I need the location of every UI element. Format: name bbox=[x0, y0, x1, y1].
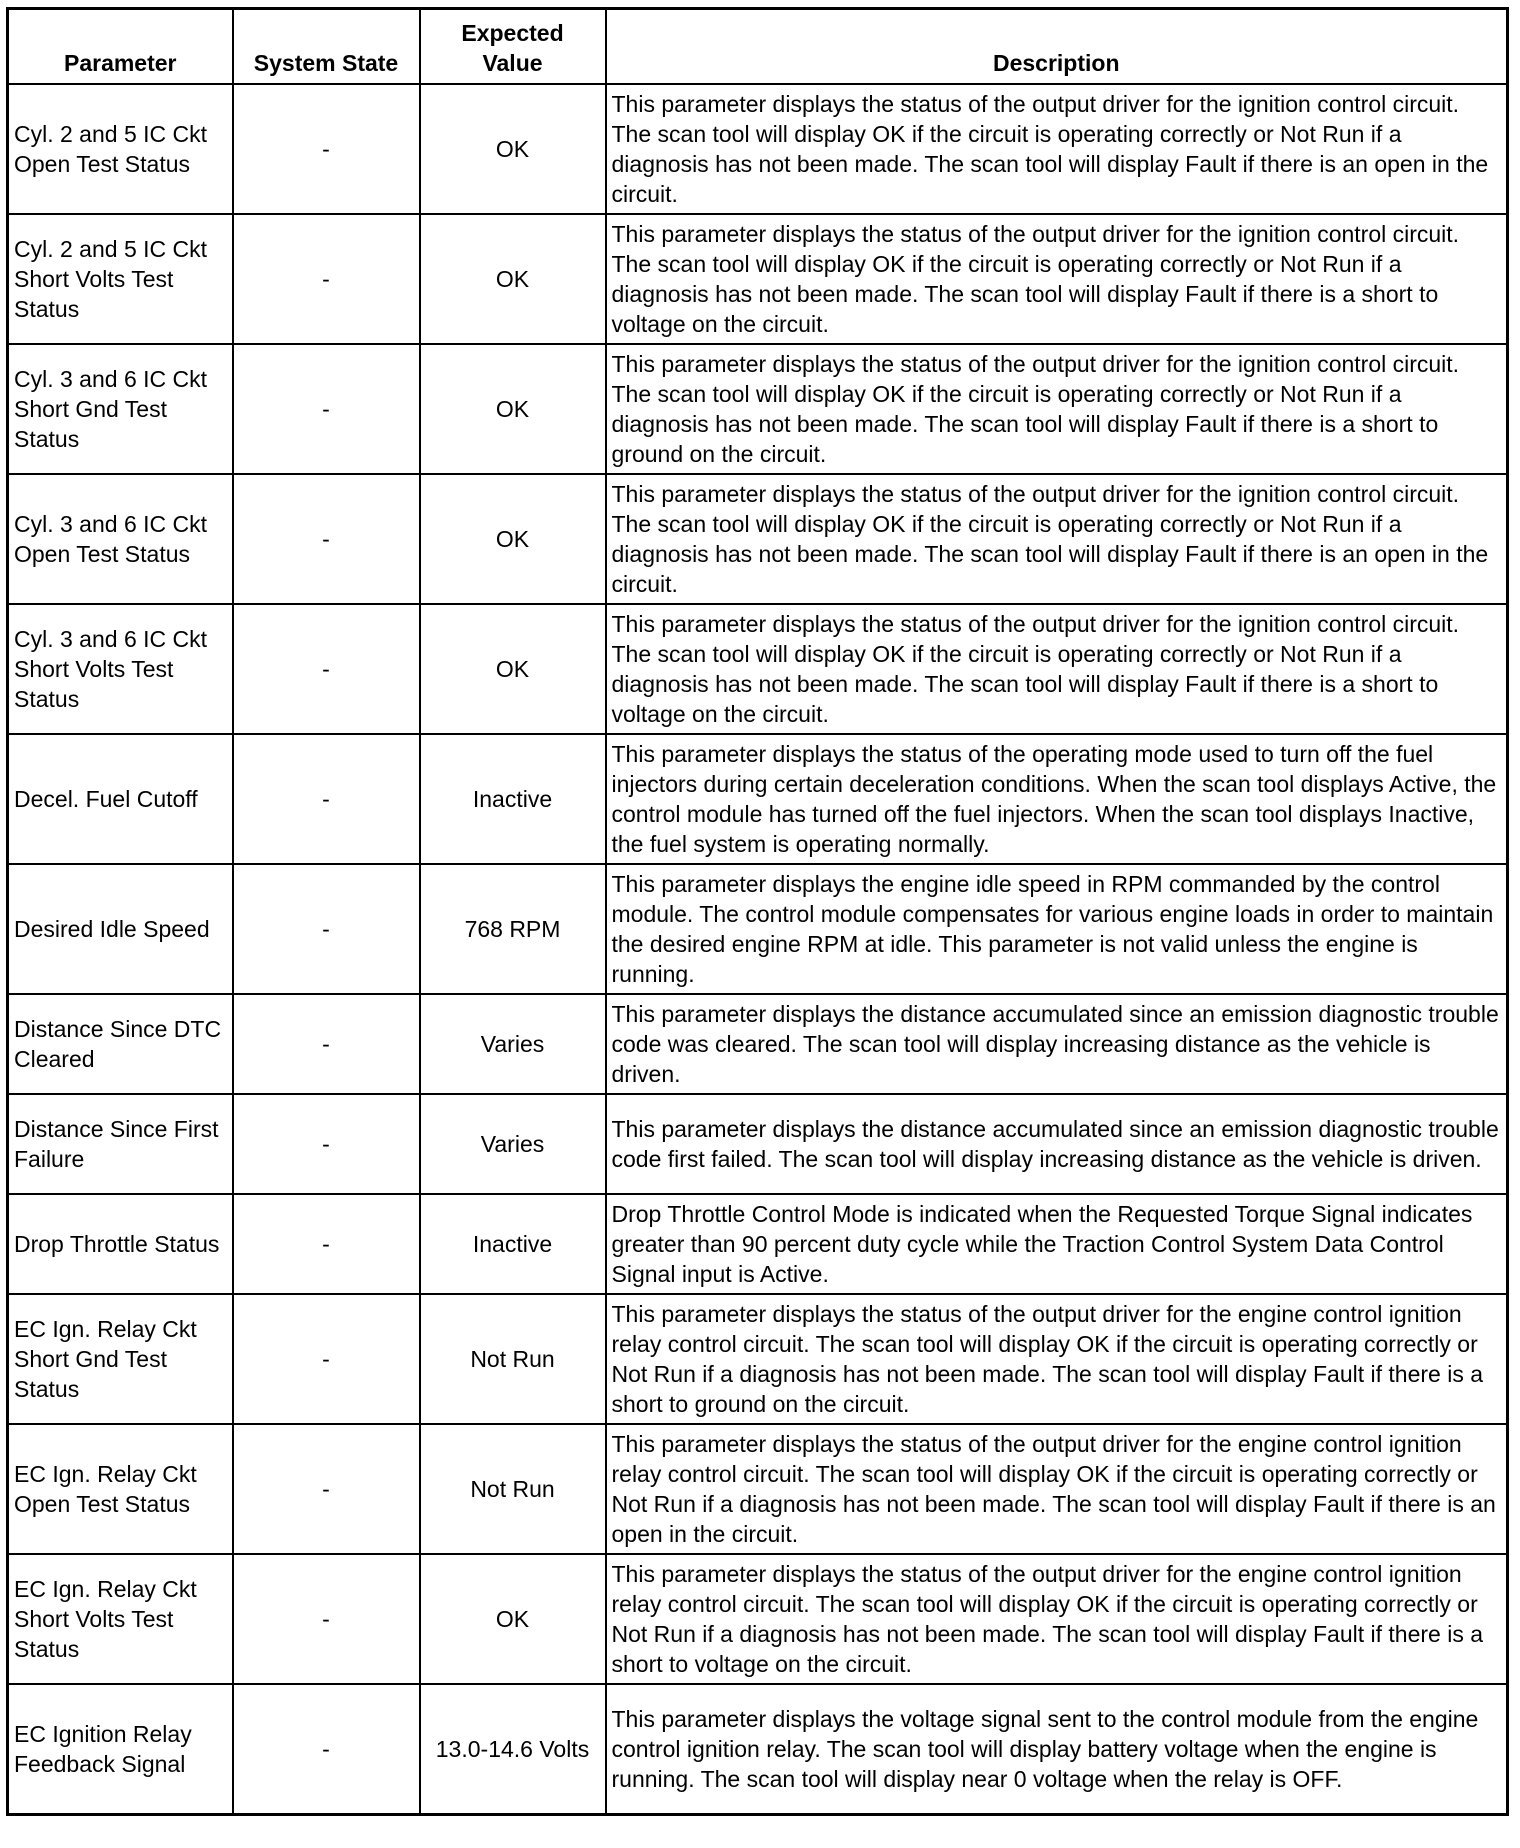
table-row bbox=[8, 604, 1508, 734]
system-state-cell: - bbox=[233, 1294, 420, 1424]
description-cell: This parameter displays the status of the output driver for the ignition control circuit. The scan tool will display OK if the circuit is operating correctly or Not Run if a diagnosis has not been made. The scan tool will display Fault if there is an open in the circuit. bbox=[606, 84, 1508, 214]
description-cell: This parameter displays the status of the output driver for the ignition control circuit. The scan tool will display OK if the circuit is operating correctly or Not Run if a diagnosis has not been made. The scan tool will display Fault if there is a short to ground on the circuit. bbox=[606, 344, 1508, 474]
expected-value-cell: OK bbox=[420, 474, 606, 604]
description-cell: This parameter displays the engine idle speed in RPM commanded by the control module. The control module compensates for various engine loads in order to maintain the desired engine RPM at idle. This parameter is not valid unless the engine is running. bbox=[606, 864, 1508, 994]
parameter-cell: Cyl. 3 and 6 IC Ckt Short Gnd Test Status bbox=[8, 344, 233, 474]
header-expected-value bbox=[420, 9, 606, 85]
description-cell: This parameter displays the status of the output driver for the ignition control circuit. The scan tool will display OK if the circuit is operating correctly or Not Run if a diagnosis has not been made. The scan tool will display Fault if there is an open in the circuit. bbox=[606, 474, 1508, 604]
description-cell: This parameter displays the status of the output driver for the engine control ignition relay control circuit. The scan tool will display OK if the circuit is operating correctly or Not Run if a diagnosis has not been made. The scan tool will display Fault if there is a short to ground on the circuit. bbox=[606, 1294, 1508, 1424]
table-row bbox=[8, 1194, 1508, 1294]
table-row bbox=[8, 1684, 1508, 1815]
parameter-cell: Distance Since DTC Cleared bbox=[8, 994, 233, 1094]
expected-value-cell: Varies bbox=[420, 994, 606, 1094]
system-state-cell: - bbox=[233, 864, 420, 994]
parameter-cell: Cyl. 2 and 5 IC Ckt Open Test Status bbox=[8, 84, 233, 214]
table-row bbox=[8, 1554, 1508, 1684]
system-state-cell: - bbox=[233, 214, 420, 344]
system-state-cell: - bbox=[233, 1554, 420, 1684]
description-cell: This parameter displays the status of the operating mode used to turn off the fuel injectors during certain deceleration conditions. When the scan tool displays Active, the control module has turned off the fuel injectors. When the scan tool displays Inactive, the fuel system is operating normally. bbox=[606, 734, 1508, 864]
header-description: Description bbox=[606, 9, 1508, 85]
header-parameter: Parameter bbox=[8, 9, 233, 85]
expected-value-cell: OK bbox=[420, 344, 606, 474]
header-system-state: System State bbox=[233, 9, 420, 85]
system-state-cell: - bbox=[233, 604, 420, 734]
expected-value-cell: Not Run bbox=[420, 1294, 606, 1424]
table-row bbox=[8, 994, 1508, 1094]
expected-value-cell: 13.0-14.6 Volts bbox=[420, 1684, 606, 1815]
description-cell: This parameter displays the status of the output driver for the engine control ignition relay control circuit. The scan tool will display OK if the circuit is operating correctly or Not Run if a diagnosis has not been made. The scan tool will display Fault if there is a short to voltage on the circuit. bbox=[606, 1554, 1508, 1684]
expected-value-cell: Inactive bbox=[420, 1194, 606, 1294]
system-state-cell: - bbox=[233, 1684, 420, 1815]
parameter-cell: Cyl. 2 and 5 IC Ckt Short Volts Test Status bbox=[8, 214, 233, 344]
parameter-cell: EC Ign. Relay Ckt Short Volts Test Status bbox=[8, 1554, 233, 1684]
parameter-cell: EC Ign. Relay Ckt Short Gnd Test Status bbox=[8, 1294, 233, 1424]
expected-value-cell: 768 RPM bbox=[420, 864, 606, 994]
system-state-cell: - bbox=[233, 734, 420, 864]
table-row bbox=[8, 344, 1508, 474]
expected-value-cell: OK bbox=[420, 84, 606, 214]
table-row bbox=[8, 214, 1508, 344]
parameter-cell: Cyl. 3 and 6 IC Ckt Open Test Status bbox=[8, 474, 233, 604]
table-row bbox=[8, 84, 1508, 214]
expected-value-cell: Not Run bbox=[420, 1424, 606, 1554]
table-row bbox=[8, 474, 1508, 604]
header-row bbox=[8, 9, 1508, 85]
description-cell: Drop Throttle Control Mode is indicated when the Requested Torque Signal indicates greater than 90 percent duty cycle while the Traction Control System Data Control Signal input is Active. bbox=[606, 1194, 1508, 1294]
system-state-cell: - bbox=[233, 1424, 420, 1554]
parameter-cell: Cyl. 3 and 6 IC Ckt Short Volts Test Status bbox=[8, 604, 233, 734]
parameter-cell: Decel. Fuel Cutoff bbox=[8, 734, 233, 864]
table-row bbox=[8, 1294, 1508, 1424]
expected-value-cell: Inactive bbox=[420, 734, 606, 864]
table-row bbox=[8, 1424, 1508, 1554]
description-cell: This parameter displays the distance accumulated since an emission diagnostic trouble code first failed. The scan tool will display increasing distance as the vehicle is driven. bbox=[606, 1094, 1508, 1194]
header-expected-value-text: Expected Value bbox=[461, 20, 564, 76]
parameter-table bbox=[6, 7, 1509, 1816]
description-cell: This parameter displays the status of the output driver for the ignition control circuit. The scan tool will display OK if the circuit is operating correctly or Not Run if a diagnosis has not been made. The scan tool will display Fault if there is a short to voltage on the circuit. bbox=[606, 604, 1508, 734]
table-row bbox=[8, 734, 1508, 864]
table-row bbox=[8, 864, 1508, 994]
system-state-cell: - bbox=[233, 1094, 420, 1194]
system-state-cell: - bbox=[233, 994, 420, 1094]
expected-value-cell: OK bbox=[420, 214, 606, 344]
description-cell: This parameter displays the voltage signal sent to the control module from the engine control ignition relay. The scan tool will display battery voltage when the engine is running. The scan tool will display near 0 voltage when the relay is OFF. bbox=[606, 1684, 1508, 1815]
expected-value-cell: OK bbox=[420, 604, 606, 734]
parameter-cell: Drop Throttle Status bbox=[8, 1194, 233, 1294]
expected-value-cell: OK bbox=[420, 1554, 606, 1684]
parameter-cell: Desired Idle Speed bbox=[8, 864, 233, 994]
description-cell: This parameter displays the status of the output driver for the ignition control circuit. The scan tool will display OK if the circuit is operating correctly or Not Run if a diagnosis has not been made. The scan tool will display Fault if there is a short to voltage on the circuit. bbox=[606, 214, 1508, 344]
parameter-cell: EC Ign. Relay Ckt Open Test Status bbox=[8, 1424, 233, 1554]
expected-value-cell: Varies bbox=[420, 1094, 606, 1194]
system-state-cell: - bbox=[233, 474, 420, 604]
system-state-cell: - bbox=[233, 344, 420, 474]
parameter-cell: Distance Since First Failure bbox=[8, 1094, 233, 1194]
system-state-cell: - bbox=[233, 84, 420, 214]
table-row bbox=[8, 1094, 1508, 1194]
parameter-cell: EC Ignition Relay Feedback Signal bbox=[8, 1684, 233, 1815]
system-state-cell: - bbox=[233, 1194, 420, 1294]
description-cell: This parameter displays the distance accumulated since an emission diagnostic trouble code was cleared. The scan tool will display increasing distance as the vehicle is driven. bbox=[606, 994, 1508, 1094]
description-cell: This parameter displays the status of the output driver for the engine control ignition relay control circuit. The scan tool will display OK if the circuit is operating correctly or Not Run if a diagnosis has not been made. The scan tool will display Fault if there is an open in the circuit. bbox=[606, 1424, 1508, 1554]
